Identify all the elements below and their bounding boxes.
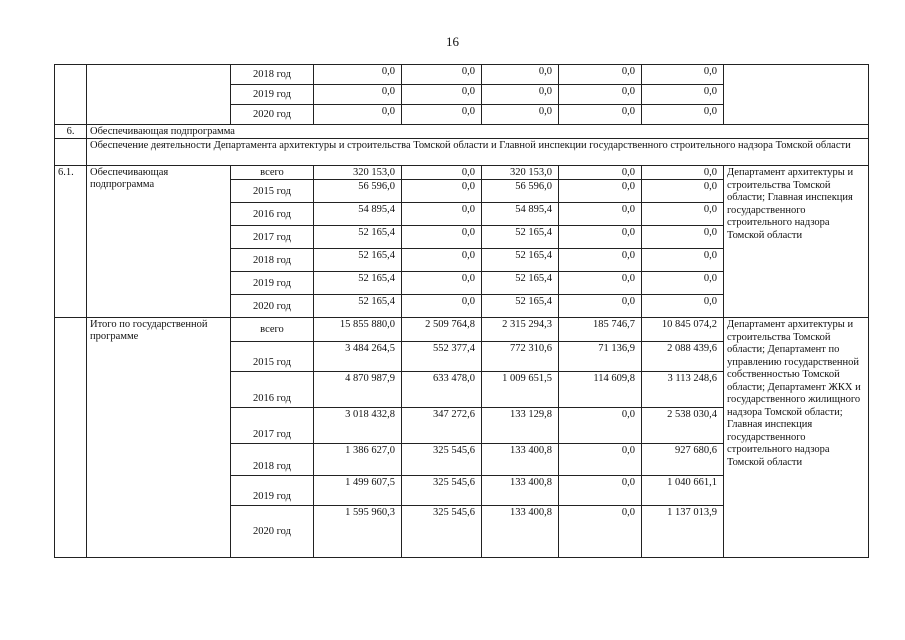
value-cell: 0,0 [559,506,642,558]
value-cell: 347 272,6 [402,408,482,444]
value-cell: 3 484 264,5 [314,342,402,372]
year-cell: 2018 год [231,249,314,272]
value-cell: 52 165,4 [482,295,559,318]
year-cell: 2015 год [231,342,314,372]
value-cell: 0,0 [559,444,642,476]
executor-cell: Департамент архитектуры и строительства Томской области; Департамент по управлению государственной собственностью Томской области; Департамент ЖКХ и государственного жилищного надзора Томской области; Главная инспекция государственного строительного надзора Томской области [724,318,869,558]
value-cell: 0,0 [402,226,482,249]
section-subtitle-row [55,139,869,166]
row-number-cell [55,65,87,125]
value-cell: 2 538 030,4 [642,408,724,444]
year-cell: 2018 год [231,444,314,476]
value-cell: 0,0 [559,180,642,203]
name-cell [87,65,231,125]
year-cell: 2017 год [231,408,314,444]
value-cell: 325 545,6 [402,444,482,476]
value-cell: 0,0 [642,105,724,125]
section-subtitle: Обеспечение деятельности Департамента архитектуры и строительства Томской области и Главной инспекции государственного строительного надзора Томской области [87,139,869,166]
year-cell: 2019 год [231,476,314,506]
value-cell: 0,0 [402,272,482,295]
value-cell: 52 165,4 [314,249,402,272]
year-cell: 2017 год [231,226,314,249]
value-cell: 52 165,4 [482,272,559,295]
value-cell: 1 499 607,5 [314,476,402,506]
year-cell: 2020 год [231,105,314,125]
value-cell: 54 895,4 [314,203,402,226]
value-cell: 772 310,6 [482,342,559,372]
value-cell: 1 040 661,1 [642,476,724,506]
value-cell: 0,0 [402,295,482,318]
value-cell: 1 137 013,9 [642,506,724,558]
value-cell: 0,0 [642,249,724,272]
value-cell: 2 088 439,6 [642,342,724,372]
value-cell: 2 315 294,3 [482,318,559,342]
value-cell: 0,0 [482,85,559,105]
value-cell: 927 680,6 [642,444,724,476]
value-cell: 56 596,0 [314,180,402,203]
value-cell: 114 609,8 [559,372,642,408]
value-cell: 0,0 [314,85,402,105]
year-cell: 2016 год [231,372,314,408]
value-cell: 0,0 [559,105,642,125]
value-cell: 0,0 [642,272,724,295]
year-cell: 2018 год [231,65,314,85]
year-cell: всего [231,166,314,180]
value-cell: 325 545,6 [402,476,482,506]
value-cell: 0,0 [482,105,559,125]
value-cell: 0,0 [402,180,482,203]
table-row [55,166,869,180]
value-cell: 0,0 [642,180,724,203]
value-cell: 0,0 [559,408,642,444]
table-row [55,318,869,342]
value-cell: 0,0 [559,203,642,226]
value-cell: 133 400,8 [482,444,559,476]
value-cell: 0,0 [559,249,642,272]
value-cell: 0,0 [642,85,724,105]
row-number-cell: 6.1. [55,166,87,318]
value-cell: 0,0 [559,166,642,180]
value-cell: 52 165,4 [482,249,559,272]
year-cell: 2015 год [231,180,314,203]
value-cell: 52 165,4 [314,295,402,318]
value-cell: 133 129,8 [482,408,559,444]
year-cell: всего [231,318,314,342]
value-cell: 2 509 764,8 [402,318,482,342]
name-cell: Итого по государственной программе [87,318,231,558]
value-cell: 3 113 248,6 [642,372,724,408]
value-cell: 185 746,7 [559,318,642,342]
value-cell: 0,0 [642,203,724,226]
value-cell: 0,0 [559,85,642,105]
value-cell: 52 165,4 [482,226,559,249]
year-cell: 2019 год [231,272,314,295]
row-number-cell [55,139,87,166]
page-number: 16 [446,34,459,49]
value-cell: 320 153,0 [314,166,402,180]
value-cell: 1 009 651,5 [482,372,559,408]
name-cell: Обеспечивающая подпрограмма [87,166,231,318]
value-cell: 0,0 [482,65,559,85]
value-cell: 52 165,4 [314,226,402,249]
value-cell: 0,0 [402,203,482,226]
row-number-cell [55,318,87,558]
value-cell: 54 895,4 [482,203,559,226]
value-cell: 0,0 [402,166,482,180]
value-cell: 0,0 [402,105,482,125]
value-cell: 4 870 987,9 [314,372,402,408]
value-cell: 0,0 [559,295,642,318]
value-cell: 320 153,0 [482,166,559,180]
value-cell: 0,0 [402,65,482,85]
value-cell: 0,0 [642,166,724,180]
executor-cell [724,65,869,125]
value-cell: 552 377,4 [402,342,482,372]
value-cell: 0,0 [642,295,724,318]
value-cell: 0,0 [559,226,642,249]
value-cell: 15 855 880,0 [314,318,402,342]
value-cell: 0,0 [314,105,402,125]
value-cell: 71 136,9 [559,342,642,372]
value-cell: 0,0 [559,476,642,506]
value-cell: 56 596,0 [482,180,559,203]
value-cell: 1 386 627,0 [314,444,402,476]
value-cell: 133 400,8 [482,506,559,558]
year-cell: 2016 год [231,203,314,226]
value-cell: 0,0 [642,65,724,85]
value-cell: 633 478,0 [402,372,482,408]
year-cell: 2019 год [231,85,314,105]
section-number: 6. [55,125,87,139]
value-cell: 0,0 [402,249,482,272]
value-cell: 0,0 [559,65,642,85]
table-row [55,65,869,85]
value-cell: 52 165,4 [314,272,402,295]
value-cell: 133 400,8 [482,476,559,506]
budget-table [54,64,869,558]
year-cell: 2020 год [231,506,314,558]
value-cell: 325 545,6 [402,506,482,558]
value-cell: 1 595 960,3 [314,506,402,558]
value-cell: 0,0 [314,65,402,85]
year-cell: 2020 год [231,295,314,318]
value-cell: 3 018 432,8 [314,408,402,444]
value-cell: 10 845 074,2 [642,318,724,342]
executor-cell: Департамент архитектуры и строительства Томской области; Главная инспекция государственного строительного надзора Томской области [724,166,869,318]
value-cell: 0,0 [559,272,642,295]
value-cell: 0,0 [402,85,482,105]
section-title: Обеспечивающая подпрограмма [87,125,869,139]
section-header-row [55,125,869,139]
value-cell: 0,0 [642,226,724,249]
